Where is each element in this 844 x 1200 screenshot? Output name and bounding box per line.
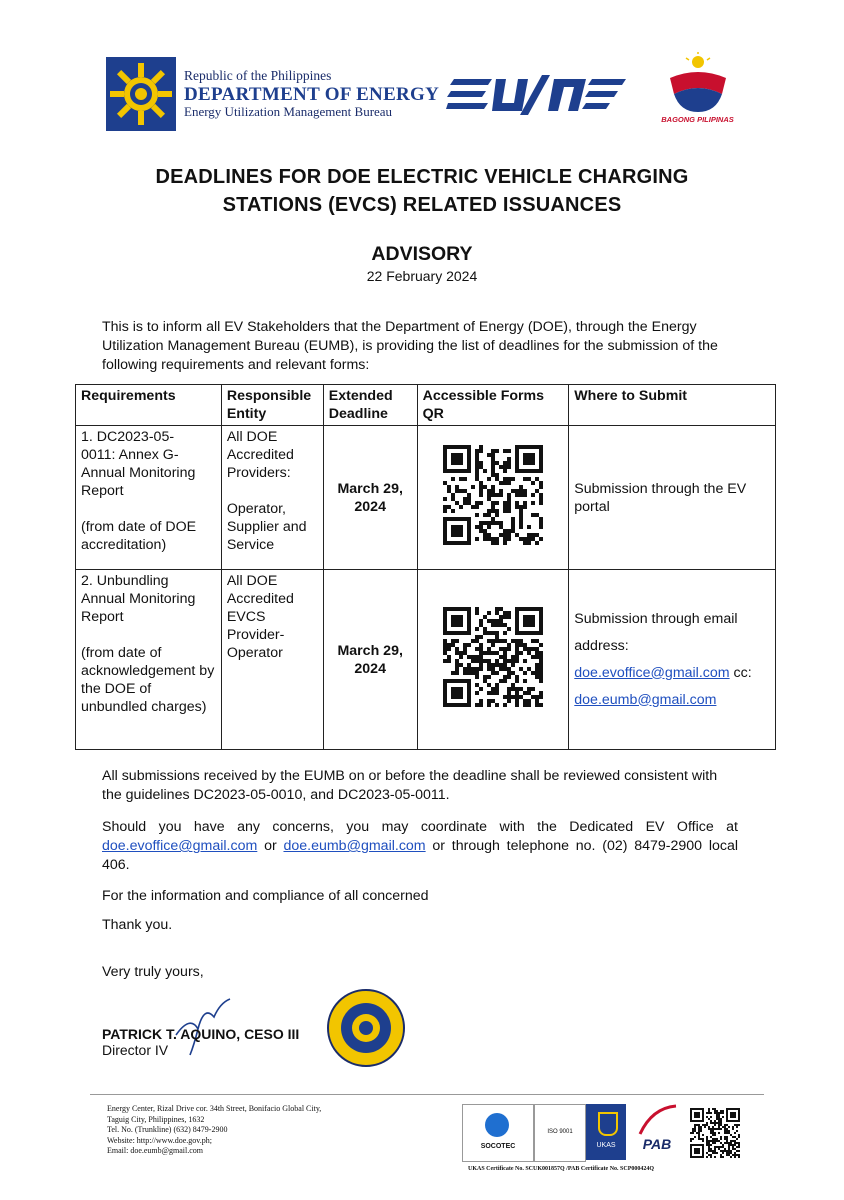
email-link-eumb[interactable]: doe.eumb@gmail.com (574, 691, 717, 708)
concerns-or: or (257, 838, 284, 854)
entity-cell (221, 426, 323, 570)
requirement-text: 2. Unbundling Annual Monitoring Report (81, 573, 196, 625)
ukas-label: UKAS (596, 1142, 616, 1149)
table-row (76, 426, 776, 570)
header-requirements: Requirements (76, 385, 222, 426)
qr-code-icon[interactable] (423, 445, 564, 550)
requirements-table (75, 384, 776, 750)
socotec-logo (462, 1104, 534, 1162)
bureau-name: Energy Utilization Management Bureau (184, 104, 393, 120)
signatory-name: PATRICK T. AQUINO, CESO III (102, 1026, 300, 1042)
concerns-paragraph (102, 818, 738, 875)
submit-cell: Submission through the EV portal (569, 426, 776, 570)
email-link-evoffice[interactable]: doe.evoffice@gmail.com (574, 664, 730, 681)
requirement-cell (76, 570, 222, 750)
concerns-text-start: Should you have any concerns, you may coordinate with the Dedicated EV Office at (102, 819, 738, 835)
socotec-label: SOCOTEC (480, 1143, 516, 1150)
cc-label: cc: (733, 664, 752, 681)
iso-label: ISO 9001 (547, 1129, 573, 1135)
header-where-to-submit: Where to Submit (569, 385, 776, 426)
submit-cell (569, 570, 776, 750)
footer-address (107, 1104, 321, 1157)
email-link-evoffice[interactable]: doe.evoffice@gmail.com (102, 838, 258, 854)
entity-cell: All DOE Accredited EVCS Provider-Operator (221, 570, 323, 750)
department-name: DEPARTMENT OF ENERGY (184, 83, 440, 105)
iso-logo (534, 1104, 586, 1162)
pab-label: PAB (642, 1136, 672, 1152)
eumb-logo (446, 75, 628, 115)
header-responsible-entity: Responsible Entity (221, 385, 323, 426)
table-header-row (76, 385, 776, 426)
address-line: Energy Center, Rizal Drive cor. 34th Street, Bonifacio Global City, (107, 1104, 322, 1113)
entity-note: Operator, Supplier and Service (226, 501, 307, 553)
entity-text: All DOE Accredited Providers: (226, 429, 294, 481)
advisory-heading: ADVISORY (371, 243, 473, 265)
requirement-cell (76, 426, 222, 570)
requirement-note: (from date of DOE accreditation) (81, 519, 197, 553)
pab-logo (632, 1104, 682, 1160)
header-extended-deadline: Extended Deadline (323, 385, 417, 426)
agency-header (184, 68, 439, 120)
qr-cell (417, 426, 569, 570)
email-link-eumb[interactable]: doe.eumb@gmail.com (283, 838, 426, 854)
doe-seal-logo (106, 57, 176, 131)
certification-logos (462, 1100, 754, 1164)
thank-you: Thank you. (102, 917, 173, 933)
address-line: Website: http://www.doe.gov.ph; (107, 1135, 212, 1145)
republic-label: Republic of the Philippines (184, 68, 332, 83)
address-line: Email: doe.eumb@gmail.com (107, 1146, 204, 1155)
concerns-text-end: or through telephone no. (02) 8479-2900 local 406. (102, 838, 739, 873)
footer-divider (90, 1094, 764, 1095)
requirement-text: 1. DC2023-05-0011: Annex G- Annual Monitoring Report (81, 429, 196, 499)
header-forms-qr: Accessible Forms QR (417, 385, 569, 426)
deadline-cell: March 29, 2024 (323, 426, 417, 570)
title-line-2: STATIONS (EVCS) RELATED ISSUANCES (222, 194, 622, 216)
doe-official-stamp (326, 988, 406, 1068)
footer-qr-code-icon[interactable] (690, 1108, 740, 1163)
signatory-title: Director IV (102, 1042, 169, 1058)
qr-code-icon[interactable] (423, 607, 564, 712)
compliance-paragraph: For the information and compliance of all concerned (102, 888, 429, 904)
requirement-note: (from date of acknowledgement by the DOE of unbundled charges) (81, 645, 215, 715)
closing: Very truly yours, (102, 964, 204, 980)
bagong-pilipinas-label: BAGONG PILIPINAS (661, 115, 734, 124)
certificate-numbers: UKAS Certificate No. SCUK001857Q /PAB Certificate No. SCP000424Q (468, 1166, 655, 1172)
address-line: Tel. No. (Trunkline) (632) 8479-2900 (107, 1125, 228, 1134)
advisory-date: 22 February 2024 (366, 268, 478, 284)
address-line: Taguig City, Philippines, 1632 (107, 1114, 205, 1124)
qr-cell (417, 570, 569, 750)
table-row (76, 570, 776, 750)
document-title (60, 163, 784, 219)
title-line-1: DEADLINES FOR DOE ELECTRIC VEHICLE CHARGING (155, 166, 689, 188)
ukas-logo (586, 1104, 626, 1160)
deadline-cell: March 29, 2024 (323, 570, 417, 750)
submission-paragraph: All submissions received by the EUMB on or before the deadline shall be reviewed consistent with the guidelines DC2023-05-0010, and DC2023-05-0011. (102, 768, 718, 803)
qr-code-icon[interactable] (690, 1108, 740, 1163)
intro-paragraph: This is to inform all EV Stakeholders that the Department of Energy (DOE), through the Energy Utilization Management Bureau (EUMB), is providing the list of deadlines for the submission of the following requirements and relevant forms: (102, 319, 718, 373)
submit-prefix: Submission through email address: (574, 610, 738, 654)
